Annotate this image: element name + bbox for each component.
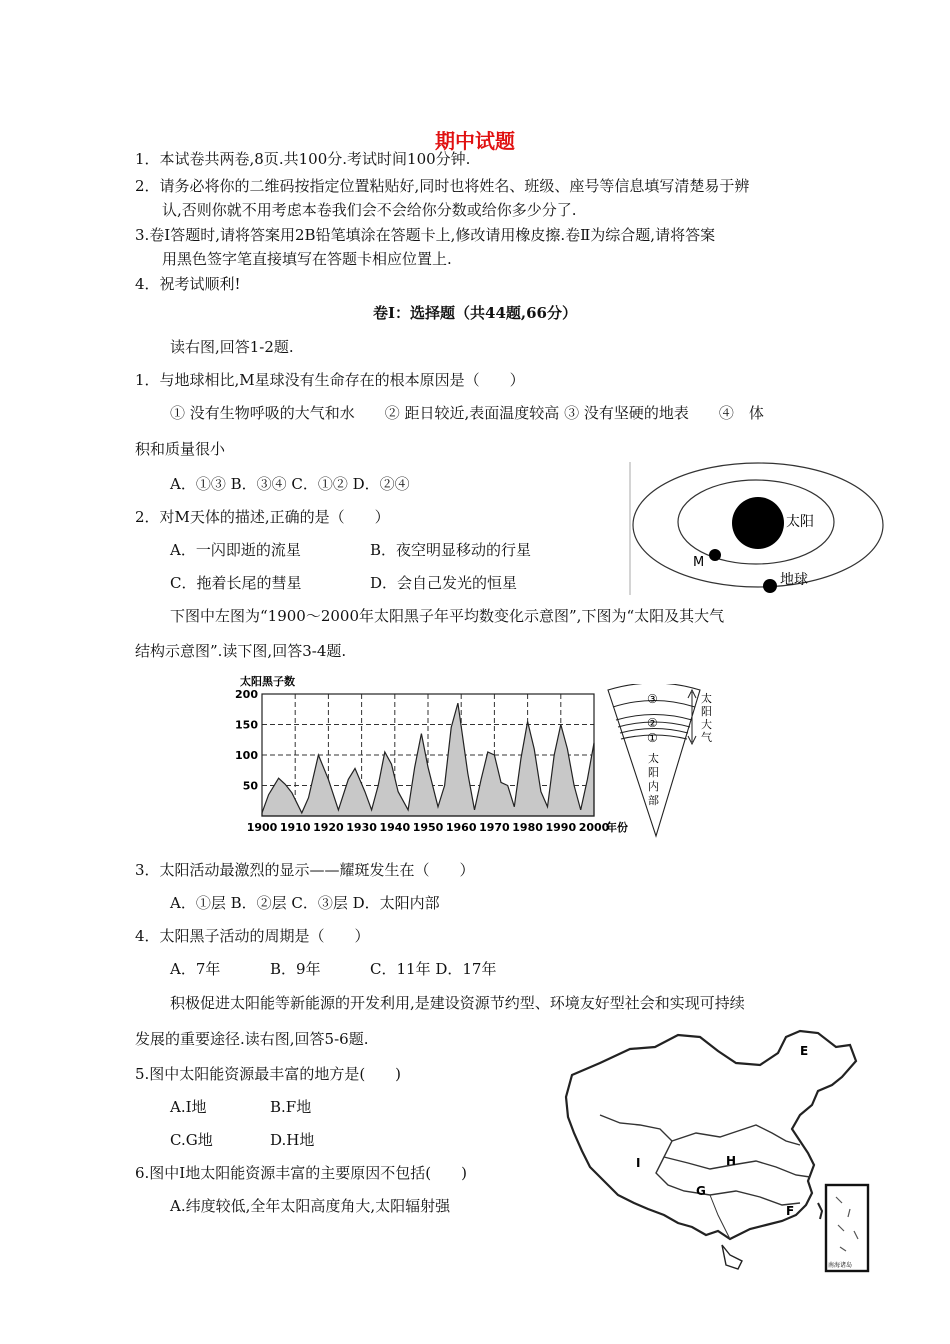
x-tick-label: 1920 (313, 821, 344, 834)
q1-choices-line2: 积和质量很小 (135, 440, 226, 458)
instruction-4: 4．祝考试顺利! (135, 275, 241, 293)
interior-label-3: 内 (648, 780, 659, 793)
q6-stem: 6.图中I地太阳能资源丰富的主要原因不包括( ) (135, 1164, 467, 1182)
x-tick-label: 1950 (412, 821, 444, 834)
sunspot-chart (232, 672, 637, 838)
sun-structure-diagram (604, 684, 722, 840)
q2-option-a: A．一闪即逝的流星 (170, 541, 301, 559)
map-label-i: I (636, 1156, 641, 1170)
x-tick-label: 1940 (379, 821, 411, 834)
instruction-2-cont: 认,否则你就不用考虑本卷我们会不会给你分数或给你多少分了. (162, 201, 577, 219)
q4-stem: 4．太阳黑子活动的周期是（ ） (135, 927, 370, 945)
map-label-g: G (696, 1184, 706, 1198)
intro-q5-6-line2: 发展的重要途径.读右图,回答5-6题. (135, 1030, 369, 1048)
q1-stem: 1．与地球相比,M星球没有生命存在的根本原因是（ ） (135, 371, 525, 389)
q5-option-c: C.G地 (170, 1131, 213, 1149)
q5-stem: 5.图中太阳能资源最丰富的地方是( ) (135, 1065, 402, 1083)
m-planet (709, 549, 721, 561)
earth-planet (763, 579, 777, 593)
q5-option-b: B.F地 (270, 1098, 312, 1116)
intro-q3-4-line1: 下图中左图为“1900～2000年太阳黑子年平均数变化示意图”,下图为“太阳及其大气 (170, 607, 725, 625)
y-tick-label: 200 (235, 688, 258, 701)
q4-option-b: B．9年 (270, 960, 321, 978)
orbit-figure (628, 460, 890, 600)
intro-q5-6-line1: 积极促进太阳能等新能源的开发利用,是建设资源节约型、环境友好型社会和实现可持续 (170, 994, 745, 1012)
atmosphere-label-2: 阳 (701, 705, 712, 718)
q1-options: A．①③ B．③④ C．①② D．②④ (170, 475, 410, 493)
q4-option-cd: C．11年 D．17年 (370, 960, 497, 978)
hainan-island (722, 1245, 742, 1269)
earth-label: 地球 (780, 572, 808, 588)
map-label-e: E (800, 1044, 809, 1058)
q2-stem: 2．对M天体的描述,正确的是（ ） (135, 508, 390, 526)
layer-1-label: ① (647, 731, 658, 745)
interior-label-2: 阳 (648, 766, 659, 779)
q2-option-b: B．夜空明显移动的行星 (370, 541, 532, 559)
x-tick-label: 1900 (246, 821, 278, 834)
m-label: M (693, 555, 705, 570)
instruction-3-cont: 用黑色签字笔直接填写在答题卡相应位置上. (162, 250, 452, 268)
x-tick-label: 1980 (512, 821, 543, 834)
sun-label: 太阳 (786, 514, 814, 530)
layer-2-label: ② (647, 716, 658, 730)
q2-option-d: D．会自己发光的恒星 (370, 574, 518, 592)
y-tick-label: 50 (242, 779, 258, 793)
x-tick-label: 2000 (578, 821, 610, 834)
taiwan-island (818, 1203, 822, 1219)
q6-option-a: A.纬度较低,全年太阳高度角大,太阳辐射强 (170, 1197, 451, 1215)
atmosphere-label-4: 气 (701, 731, 712, 744)
x-tick-label: 1930 (346, 821, 377, 834)
interior-label-4: 部 (648, 794, 659, 807)
instruction-1: 1．本试卷共两卷,8页.共100分.考试时间100分钟. (135, 150, 471, 168)
instruction-3: 3.卷Ⅰ答题时,请将答案用2B铅笔填涂在答题卡上,修改请用橡皮擦.卷Ⅱ为综合题,请将答案 (135, 226, 716, 244)
q5-option-a: A.I地 (170, 1098, 207, 1116)
q4-option-a: A．7年 (170, 960, 221, 978)
atmosphere-label-3: 大 (701, 718, 712, 731)
sun-disc (732, 497, 784, 549)
x-tick-label: 1990 (545, 821, 577, 834)
x-tick-label: 1960 (445, 821, 477, 834)
instruction-2: 2．请务必将你的二维码按指定位置粘贴好,同时也将姓名、班级、座号等信息填写清楚易于辨 (135, 177, 750, 195)
layer-3-label: ③ (647, 692, 658, 706)
page-title: 期中试题 (435, 129, 515, 153)
china-map (560, 1025, 872, 1275)
y-tick-label: 100 (235, 749, 258, 762)
intro-q1-2: 读右图,回答1-2题. (170, 338, 294, 356)
x-axis-label: 年份 (606, 821, 628, 834)
q5-option-d: D.H地 (270, 1131, 315, 1149)
q2-option-c: C．拖着长尾的彗星 (170, 574, 302, 592)
intro-q3-4-line2: 结构示意图”.读下图,回答3-4题. (135, 642, 347, 660)
x-tick-label: 1970 (479, 821, 510, 834)
south-china-sea-inset (826, 1185, 868, 1271)
map-label-f: F (786, 1204, 795, 1218)
inset-label: 南海诸岛 (828, 1262, 853, 1269)
q3-stem: 3．太阳活动最激烈的显示——耀斑发生在（ ） (135, 861, 475, 879)
map-label-h: H (726, 1154, 737, 1168)
x-tick-label: 1910 (279, 821, 311, 834)
chart-title: 太阳黑子数 (240, 675, 295, 688)
atmosphere-label-1: 太 (701, 692, 712, 705)
q1-choices-line1: ① 没有生物呼吸的大气和水 ② 距日较近,表面温度较高 ③ 没有坚硬的地表 ④ 体 (170, 404, 764, 422)
section-heading: 卷Ⅰ：选择题（共44题,66分） (373, 304, 577, 322)
interior-label-1: 太 (648, 752, 659, 765)
y-tick-label: 150 (235, 718, 258, 732)
q3-options: A．①层 B．②层 C．③层 D．太阳内部 (170, 894, 440, 912)
